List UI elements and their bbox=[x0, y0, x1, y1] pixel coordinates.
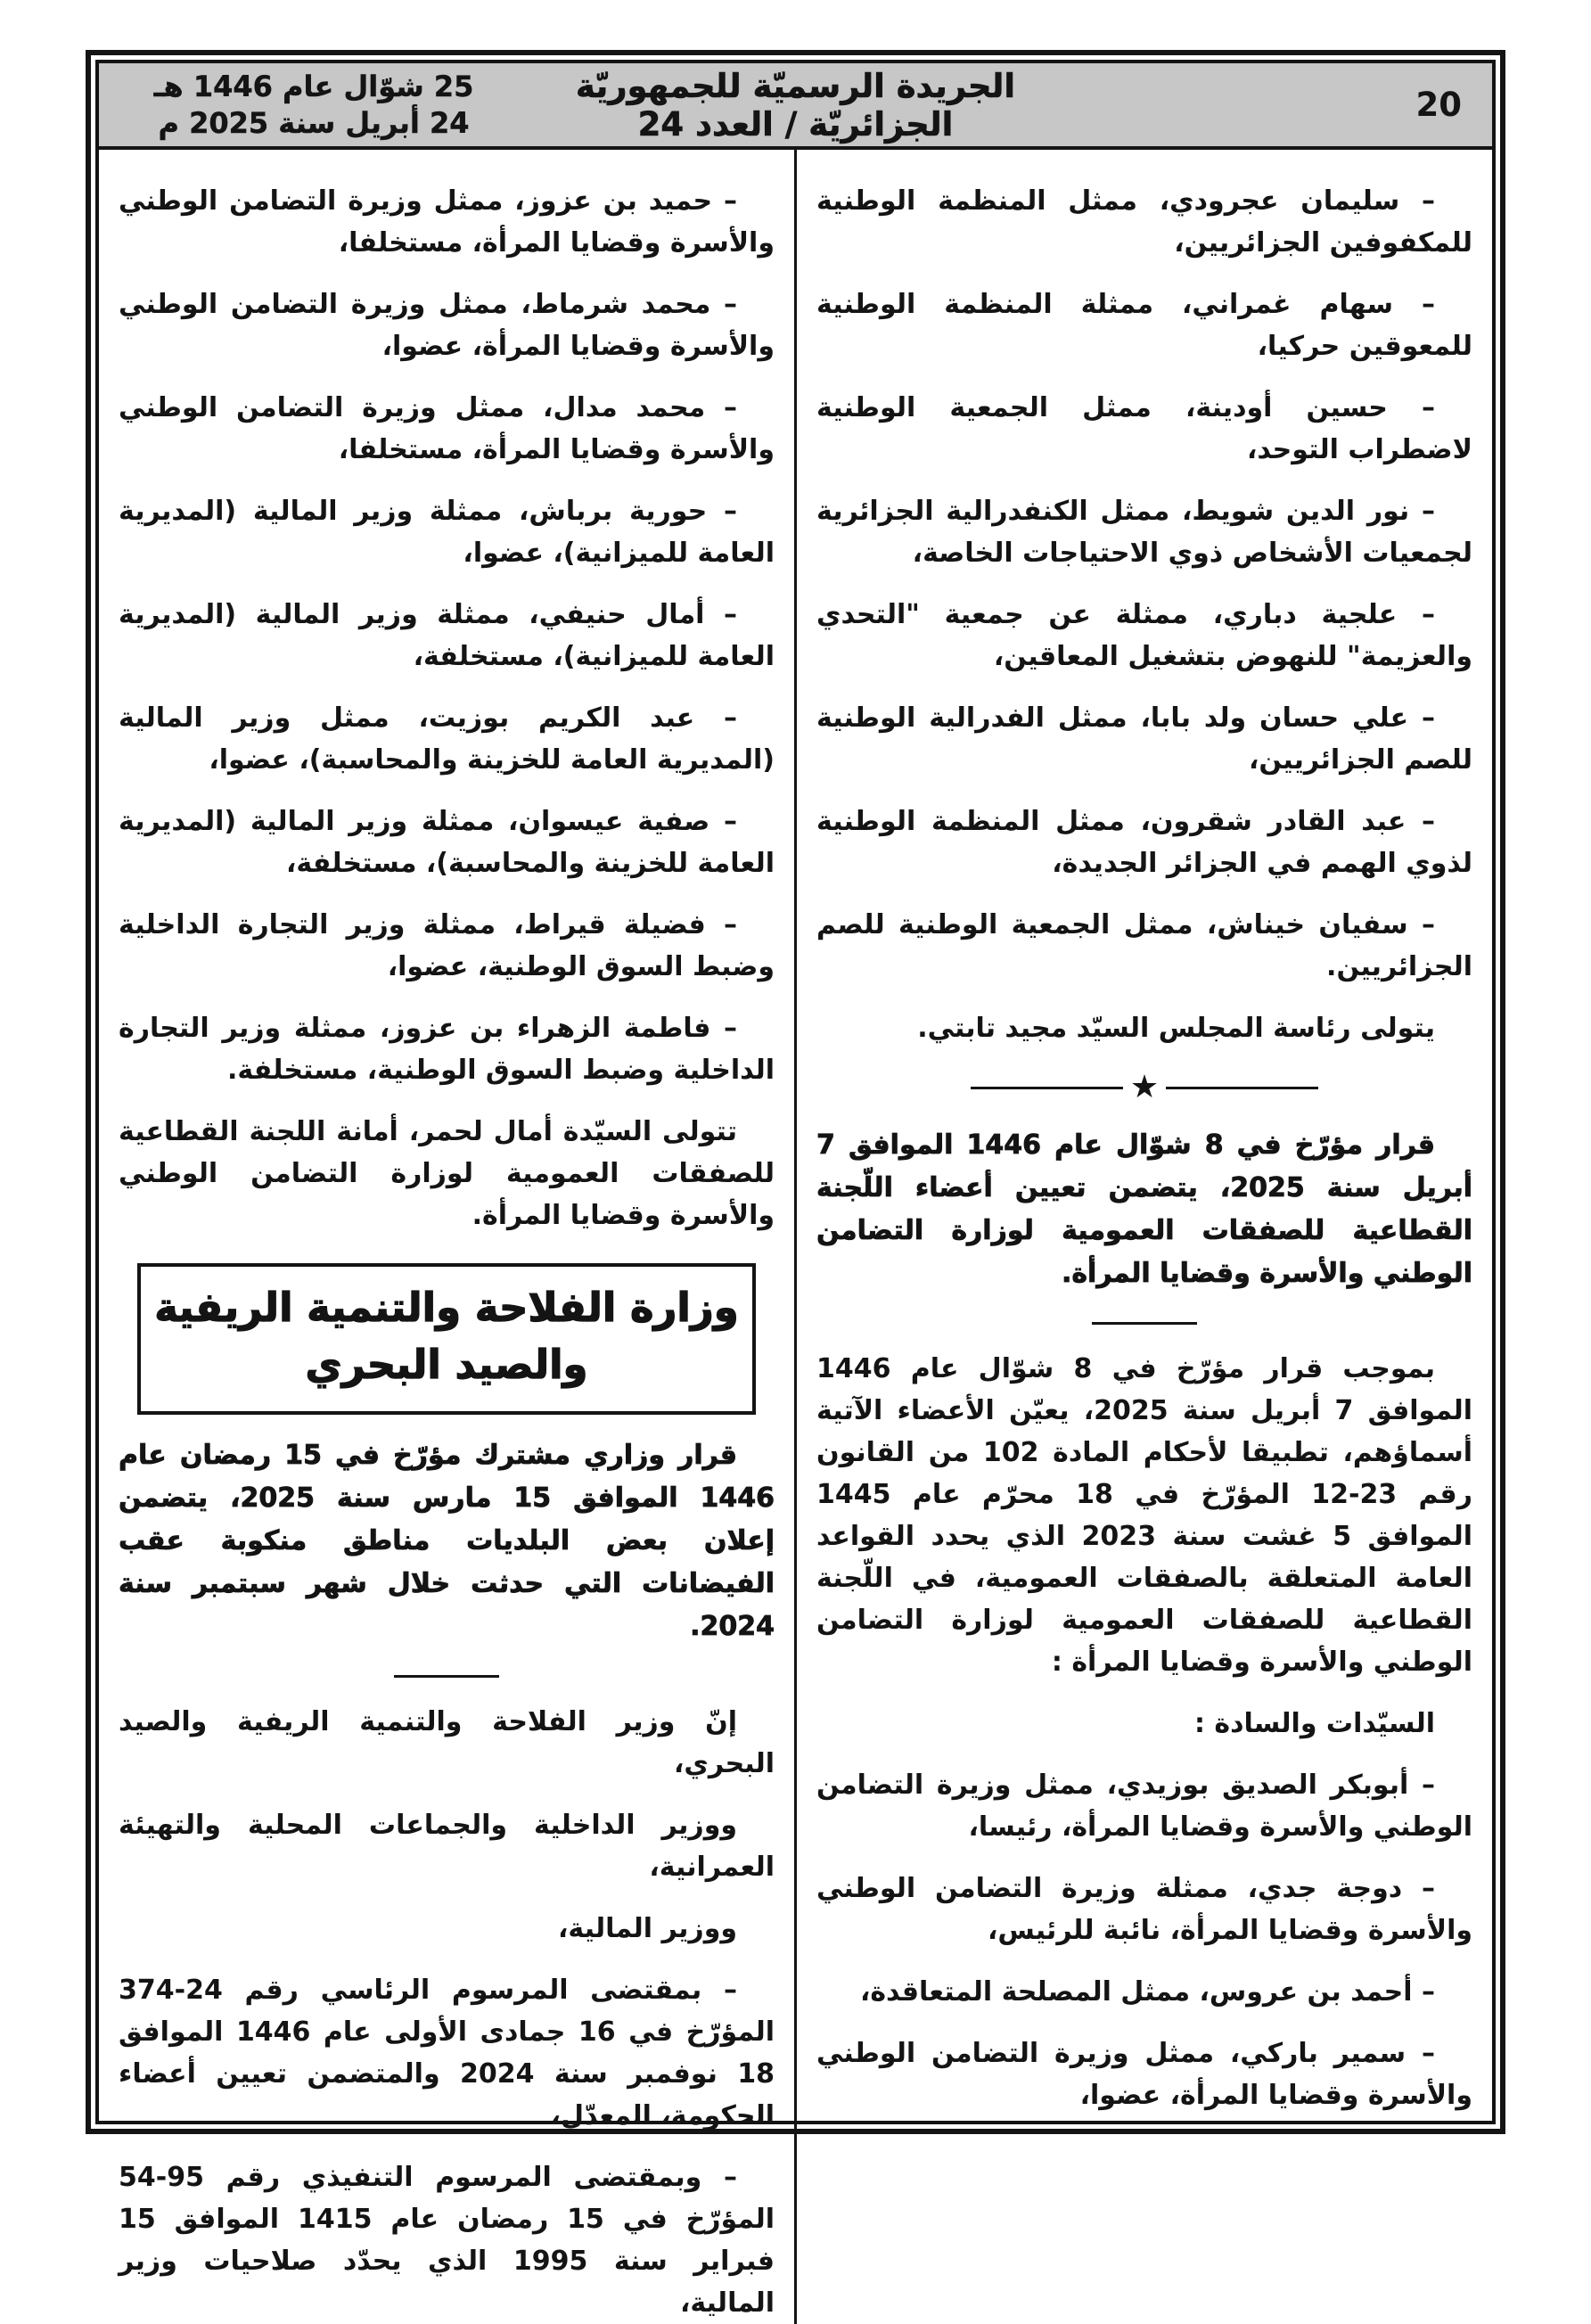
ministry-title-line: وزارة الفلاحة والتنمية الريفية bbox=[154, 1284, 739, 1331]
divider-line bbox=[1166, 1087, 1318, 1089]
member-list-item: – علي حسان ولد بابا، ممثل الفدرالية الوطنية للصم الجزائريين، bbox=[816, 702, 1472, 776]
masthead bbox=[99, 63, 1492, 150]
paragraph: يتولى رئاسة المجلس السيّد مجيد تابتي. bbox=[917, 1013, 1435, 1044]
member-list-item: – فاطمة الزهراء بن عزوز، ممثلة وزير التجارة الداخلية وضبط السوق الوطنية، مستخلفة. bbox=[119, 1013, 775, 1086]
star-divider bbox=[971, 1069, 1318, 1105]
masthead-dates bbox=[122, 69, 505, 142]
journal-title: الجريدة الرسميّة للجمهوريّة الجزائريّة / العدد 24 bbox=[575, 66, 1016, 144]
gregorian-date: 24 أبريل سنة 2025 م bbox=[158, 105, 470, 140]
section-divider bbox=[1092, 1322, 1197, 1325]
member-list-item: – حورية برباش، ممثلة وزير المالية (المديرية العامة للميزانية)، عضوا، bbox=[119, 496, 775, 569]
member-list-item: – سليمان عجرودي، ممثل المنظمة الوطنية للمكفوفين الجزائريين، bbox=[816, 185, 1472, 259]
ministry-title-line: والصيد البحري bbox=[305, 1341, 588, 1388]
member-list-item: – بمقتضى المرسوم الرئاسي رقم 24‏-‏374 المؤرّخ في 16 جمادى الأولى عام 1446 الموافق 18 نوفمبر سنة 2024 والمتضمن تعيين أعضاء الحكومة، المعدّل، bbox=[119, 1975, 775, 2131]
member-list-item: – عبد القادر شقرون، ممثل المنظمة الوطنية لذوي الهمم في الجزائر الجديدة، bbox=[816, 806, 1472, 879]
divider-line bbox=[971, 1087, 1123, 1089]
member-list-item: – دوجة جدي، ممثلة وزيرة التضامن الوطني والأسرة وقضايا المرأة، نائبة للرئيس، bbox=[816, 1873, 1472, 1946]
right-column bbox=[794, 150, 1492, 2324]
member-list-item: – محمد شرماط، ممثل وزيرة التضامن الوطني والأسرة وقضايا المرأة، عضوا، bbox=[119, 289, 775, 362]
page-number: 20 bbox=[1415, 86, 1462, 124]
ministry-heading-box bbox=[137, 1263, 756, 1415]
decree-heading: قرار وزاري مشترك مؤرّخ في 15 رمضان عام 1446 الموافق 15 مارس سنة 2025، يتضمن إعلان بعض البلديات مناطق منكوبة عقب الفيضانات التي حدثت خلال شهر سبتمبر سنة 2024. bbox=[119, 1440, 775, 1642]
paragraph: إنّ وزير الفلاحة والتنمية الريفية والصيد البحري، bbox=[119, 1706, 775, 1779]
member-list-item: – سهام غمراني، ممثلة المنظمة الوطنية للمعوقين حركيا، bbox=[816, 289, 1472, 362]
page-content bbox=[99, 150, 1492, 2324]
member-list-item: – حميد بن عزوز، ممثل وزيرة التضامن الوطني والأسرة وقضايا المرأة، مستخلفا، bbox=[119, 185, 775, 259]
page-frame bbox=[86, 50, 1505, 2319]
member-list-item: – عبد الكريم بوزيت، ممثل وزير المالية (المديرية العامة للخزينة والمحاسبة)، عضوا، bbox=[119, 702, 775, 776]
member-list-item: – سفيان خيناش، ممثل الجمعية الوطنية للصم الجزائريين. bbox=[816, 909, 1472, 982]
member-list-item: – فضيلة قيراط، ممثلة وزير التجارة الداخلية وضبط السوق الوطنية، عضوا، bbox=[119, 909, 775, 982]
paragraph: تتولى السيّدة أمال لحمر، أمانة اللجنة القطاعية للصفقات العمومية لوزارة التضامن الوطني والأسرة وقضايا المرأة. bbox=[119, 1116, 775, 1231]
member-list-item: – وبمقتضى المرسوم التنفيذي رقم 95‏-‏54 المؤرّخ في 15 رمضان عام 1415 الموافق 15 فبراير سنة 1995 الذي يحدّد صلاحيات وزير المالية، bbox=[119, 2162, 775, 2319]
member-list-item: – صفية عيسوان، ممثلة وزير المالية (المديرية العامة للخزينة والمحاسبة)، مستخلفة، bbox=[119, 806, 775, 879]
member-list-item: – أحمد بن عروس، ممثل المصلحة المتعاقدة، bbox=[859, 1976, 1435, 2008]
star-icon: ★ bbox=[1129, 1069, 1160, 1105]
member-list-item: – محمد مدال، ممثل وزيرة التضامن الوطني والأسرة وقضايا المرأة، مستخلفا، bbox=[119, 392, 775, 465]
paragraph: ووزير المالية، bbox=[558, 1913, 737, 1944]
member-list-item: – نور الدين شويط، ممثل الكنفدرالية الجزائرية لجمعيات الأشخاص ذوي الاحتياجات الخاصة، bbox=[816, 496, 1472, 569]
decree-heading: قرار مؤرّخ في 8 شوّال عام 1446 الموافق 7 أبريل سنة 2025، يتضمن تعيين أعضاء اللّجنة القطاعية للصفقات العمومية لوزارة التضامن الوطني والأسرة وقضايا المرأة. bbox=[816, 1129, 1472, 1289]
paragraph: ووزير الداخلية والجماعات المحلية والتهيئة العمرانية، bbox=[119, 1810, 775, 1883]
member-list-item: – حسين أودينة، ممثل الجمعية الوطنية لاضطراب التوحد، bbox=[816, 392, 1472, 465]
member-list-item: – أبوبكر الصديق بوزيدي، ممثل وزيرة التضامن الوطني والأسرة وقضايا المرأة، رئيسا، bbox=[816, 1770, 1472, 1843]
left-column bbox=[99, 150, 794, 2324]
page-frame-inner bbox=[95, 60, 1496, 2319]
member-list-item: – علجية دباري، ممثلة عن جمعية "التحدي والعزيمة" للنهوض بتشغيل المعاقين، bbox=[816, 599, 1472, 672]
section-divider bbox=[394, 1675, 499, 1678]
member-list-item: – سمير باركي، ممثل وزيرة التضامن الوطني والأسرة وقضايا المرأة، عضوا، bbox=[816, 2038, 1472, 2111]
hijri-date: 25 شوّال عام 1446 هـ bbox=[153, 69, 474, 103]
paragraph: بموجب قرار مؤرّخ في 8 شوّال عام 1446 الموافق 7 أبريل سنة 2025، يعيّن الأعضاء الآتية أسماؤهم، تطبيقا لأحكام المادة 102 من القانون رقم 23‏-‏12 المؤرّخ في 18 محرّم عام 1445 الموافق 5 غشت سنة 2023 الذي يحدد القواعد العامة المتعلقة بالصفقات العمومية، في اللّجنة القطاعية للصفقات العمومية لوزارة التضامن الوطني والأسرة وقضايا المرأة : bbox=[816, 1353, 1472, 1678]
member-list-item: – أمال حنيفي، ممثلة وزير المالية (المديرية العامة للميزانية)، مستخلفة، bbox=[119, 599, 775, 672]
paragraph: السيّدات والسادة : bbox=[1193, 1708, 1435, 1739]
